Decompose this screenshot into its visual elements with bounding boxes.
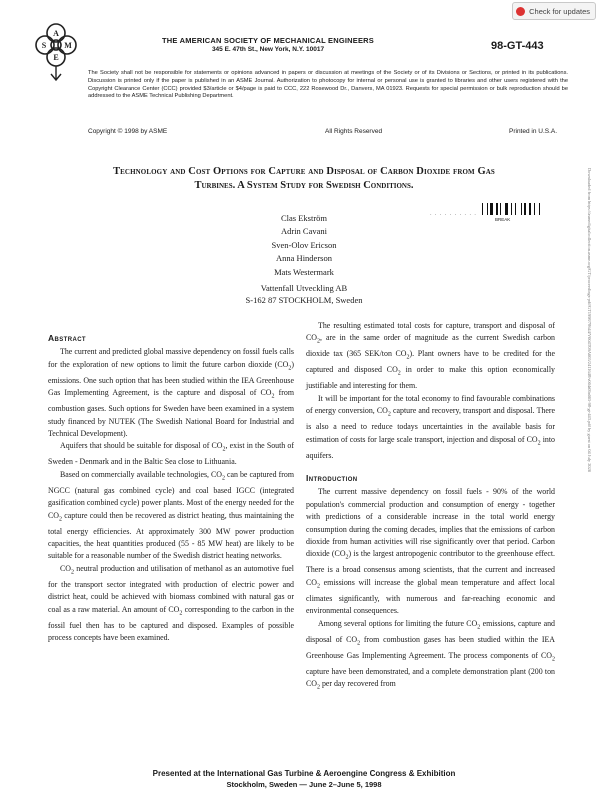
right-column bbox=[306, 320, 555, 694]
author-name: Anna Hinderson bbox=[276, 253, 332, 264]
text-run: ) is the largest antropogenic contributor to the greenhouse effect. There is a broad consensus among scientists, that the current and increased CO bbox=[306, 549, 555, 587]
barcode-bar bbox=[490, 203, 493, 215]
subscript: 2 bbox=[477, 624, 481, 631]
text-run: emissions will increase the global mean temperature and affect local climates significantly, with numerous and far-reaching economic and environmental consequences. bbox=[306, 577, 555, 616]
text-run: corresponding to the carbon in the fossil fuel then has to be captured and disposed. Examples of possible process concepts have been examined. bbox=[48, 604, 294, 642]
barcode-bar bbox=[521, 203, 522, 215]
barcode-bar bbox=[539, 203, 540, 215]
text-run: , are in the same order of magnitude as the current Swedish carbon dioxide tax (365 SEK/ton CO bbox=[306, 333, 555, 359]
affiliation bbox=[200, 282, 408, 306]
logo-letter-s: S bbox=[41, 41, 47, 50]
organization-name: THE AMERICAN SOCIETY OF MECHANICAL ENGINEERS bbox=[161, 36, 374, 45]
author-name: Adrin Cavani bbox=[280, 226, 328, 237]
text-run: CO bbox=[60, 563, 71, 573]
left-column bbox=[48, 332, 294, 644]
logo-letter-e: E bbox=[53, 53, 59, 62]
text-run: from combustion gases. Such options for Sweden have been examined in a system study financed by NUTEK (The Swedish National Board for Industrial and Technical Development). bbox=[48, 388, 294, 438]
barcode-bar bbox=[511, 203, 512, 215]
check-for-updates-button[interactable] bbox=[512, 2, 596, 20]
text-run: can be captured from NGCC (natural gas combined cycle) and coal based IGCC (integrated gasification combined cycle) power plants. Most of the energy needed for the CO bbox=[48, 469, 294, 520]
barcode-bar bbox=[515, 203, 516, 215]
conference-footer: Presented at the International Gas Turbine & Aeroengine Congress & Exhibition bbox=[152, 769, 456, 778]
affiliation-org: Vattenfall Utveckling AB bbox=[260, 283, 348, 293]
subscript: 2 bbox=[537, 440, 541, 447]
subscript: 2 bbox=[552, 656, 555, 663]
subscript: 2 bbox=[357, 640, 361, 647]
text-run: emissions, capture and disposal of CO bbox=[306, 618, 555, 644]
text-run: ). Plant owners have to be credited for the captured and disposed CO bbox=[306, 349, 555, 375]
barcode-label: BREAK bbox=[495, 217, 511, 222]
introduction-body bbox=[306, 486, 555, 694]
paragraph bbox=[306, 618, 555, 694]
barcode-bar bbox=[529, 203, 531, 215]
copyright-notice: Copyright © 1998 by ASME bbox=[88, 128, 168, 135]
author-name: Sven-Olov Ericson bbox=[271, 239, 337, 250]
text-run: from combustion gases has been studied within the IEA Greenhouse Gas Implementing Agreement. The process components of CO bbox=[306, 634, 555, 660]
subscript: 2 bbox=[345, 554, 349, 561]
logo-letter-m: M bbox=[64, 41, 72, 50]
text-run: The current massive dependency on fossil fuels - 90% of the world population's commercial production and consumption of energy - together with predictions of a considerable increase in the total world energy consumption during the coming decades, implies that the emissions of carbon dioxide from human activities will rise significantly over that period. Carbon dioxide (CO bbox=[306, 487, 555, 559]
barcode-bar bbox=[505, 203, 508, 215]
paragraph bbox=[48, 346, 294, 440]
subscript: 2 bbox=[406, 354, 410, 361]
paragraph bbox=[48, 469, 294, 563]
text-run: , exist in the South of Sweden - Denmark and in the Baltic Sea close to Lithuania. bbox=[48, 441, 294, 467]
introduction-heading: Introduction bbox=[306, 472, 358, 483]
barcode-bar bbox=[524, 203, 526, 215]
text-run: Based on commercially available technologies, CO bbox=[60, 469, 222, 479]
author-name: Clas Ekström bbox=[280, 213, 328, 223]
barcode-image bbox=[482, 203, 538, 215]
asme-logo-icon bbox=[32, 20, 80, 86]
barcode-bar bbox=[482, 203, 483, 215]
conference-location: Stockholm, Sweden — June 2–June 5, 1998 bbox=[226, 780, 382, 789]
text-run: capture could then be recovered as district heating, thus maintaining the total energy efficiencies. At approximately 300 MW power production capacities, the heat quantities produced (55 - 85 MW heat) are likely to be suitable for a reasonable number of the Swedish district heating networks. bbox=[48, 510, 294, 561]
subscript: 2 bbox=[221, 475, 225, 482]
author-name: Mats Westermark bbox=[274, 266, 334, 277]
paragraph bbox=[48, 563, 294, 645]
download-watermark-text: Downloaded from https://asmedigitalcollection.asme.org/GT/proceedings-pdf/GT1998/78644/V004T09A005/2411648/v004t09a005-98-gt-443.pdf by guest on 04 July 2020 bbox=[587, 168, 592, 473]
abstract-heading: Abstract bbox=[48, 333, 87, 343]
printed-notice: Printed in U.S.A. bbox=[509, 128, 558, 135]
text-run: The current and predicted global massive dependency on fossil fuels calls for the exploration of new options to limit the future carbon dioxide (CO bbox=[48, 347, 294, 369]
subscript: 2 bbox=[397, 370, 401, 377]
barcode-bar bbox=[534, 203, 535, 215]
text-run: neutral production and utilisation of methanol as an automotive fuel for the transport sector integrated with production of electric power and district heat, could be achieved with biomass combined with natural gas or coal as a raw material. An amount of CO bbox=[48, 563, 294, 614]
subscript: 2 bbox=[316, 684, 320, 691]
abstract-body bbox=[48, 346, 294, 644]
text-run: into aquifers. bbox=[306, 434, 555, 460]
organization-address: 345 E. 47th St., New York, N.Y. 10017 bbox=[211, 46, 325, 53]
text-run: capture and recovery, transport and disposal. There is also a need to reduce todays uncertainties in the available basis for estimation of costs for large scale transport, injection and disposal of CO bbox=[306, 406, 555, 444]
download-watermark bbox=[587, 168, 598, 638]
paper-title-line-2: Turbines. A System Study for Swedish Conditions. bbox=[194, 180, 414, 191]
text-run: capture have been demonstrated, and a complete demonstration plant (200 ton CO bbox=[306, 666, 555, 688]
affiliation-address: S-162 87 STOCKHOLM, Sweden bbox=[245, 295, 363, 305]
paragraph bbox=[306, 486, 555, 617]
subscript: 2 bbox=[222, 446, 226, 453]
subscript: 2 bbox=[179, 610, 183, 617]
text-run: per day recovered from bbox=[319, 678, 396, 688]
subscript: 2 bbox=[316, 583, 320, 590]
barcode-bar bbox=[487, 203, 488, 215]
text-run: in order to make this option economically justifiable and interesting for them. bbox=[306, 365, 556, 391]
barcode-bar bbox=[496, 203, 498, 215]
subscript: 2 bbox=[271, 393, 275, 400]
abstract-continuation bbox=[306, 320, 555, 462]
crossmark-icon bbox=[516, 7, 525, 16]
subscript: 2 bbox=[70, 569, 74, 576]
subscript: 2 bbox=[288, 365, 292, 372]
text-run: Among several options for limiting the future CO bbox=[318, 618, 478, 628]
paragraph bbox=[306, 393, 555, 462]
disclaimer-text: The Society shall not be responsible for statements or opinions advanced in papers or discussion at meetings of the Society or of its Divisions or Sections, or printed in its publications. Discussion is printed only if the paper is published in an ASME Journal. Authorization to photocopy for internal or personal use is granted to libraries and other users registered with the Copyright Clearance Center (CCC) provided $3/article or $4/page is paid to CCC, 222 Rosewood Dr., Danvers, MA 01923. Requests for special permission or bulk reproduction should be addressed to the ASME Technical Publishing Department. bbox=[88, 70, 568, 100]
text-run: The resulting estimated total costs for capture, transport and disposal of CO bbox=[306, 321, 555, 343]
paper-number: 98-GT-443 bbox=[491, 40, 544, 52]
subscript: 2 bbox=[58, 516, 62, 523]
subscript: 2 bbox=[316, 338, 320, 345]
separator-dots: · · · · · · · · · · bbox=[430, 213, 477, 218]
paper-title-line-1: Technology and Cost Options for Capture and Disposal of Carbon Dioxide from Gas bbox=[113, 166, 495, 177]
logo-letter-a: A bbox=[53, 29, 59, 38]
paragraph bbox=[48, 440, 294, 468]
barcode-bar bbox=[500, 203, 501, 215]
rights-notice: All Rights Reserved bbox=[325, 128, 383, 135]
check-for-updates-label: Check for updates bbox=[529, 6, 590, 16]
paragraph bbox=[306, 320, 555, 393]
author-list bbox=[200, 212, 408, 279]
text-run: It will be important for the total economy to find favourable combinations of energy conversion, CO bbox=[306, 393, 555, 416]
subscript: 2 bbox=[387, 411, 391, 418]
text-run: Aquifers that should be suitable for disposal of CO bbox=[60, 441, 223, 451]
text-run: ) emissions. One such option that has been studied within the IEA Greenhouse Gas Implementing Agreement, is the capture and disposal of CO bbox=[48, 359, 294, 398]
